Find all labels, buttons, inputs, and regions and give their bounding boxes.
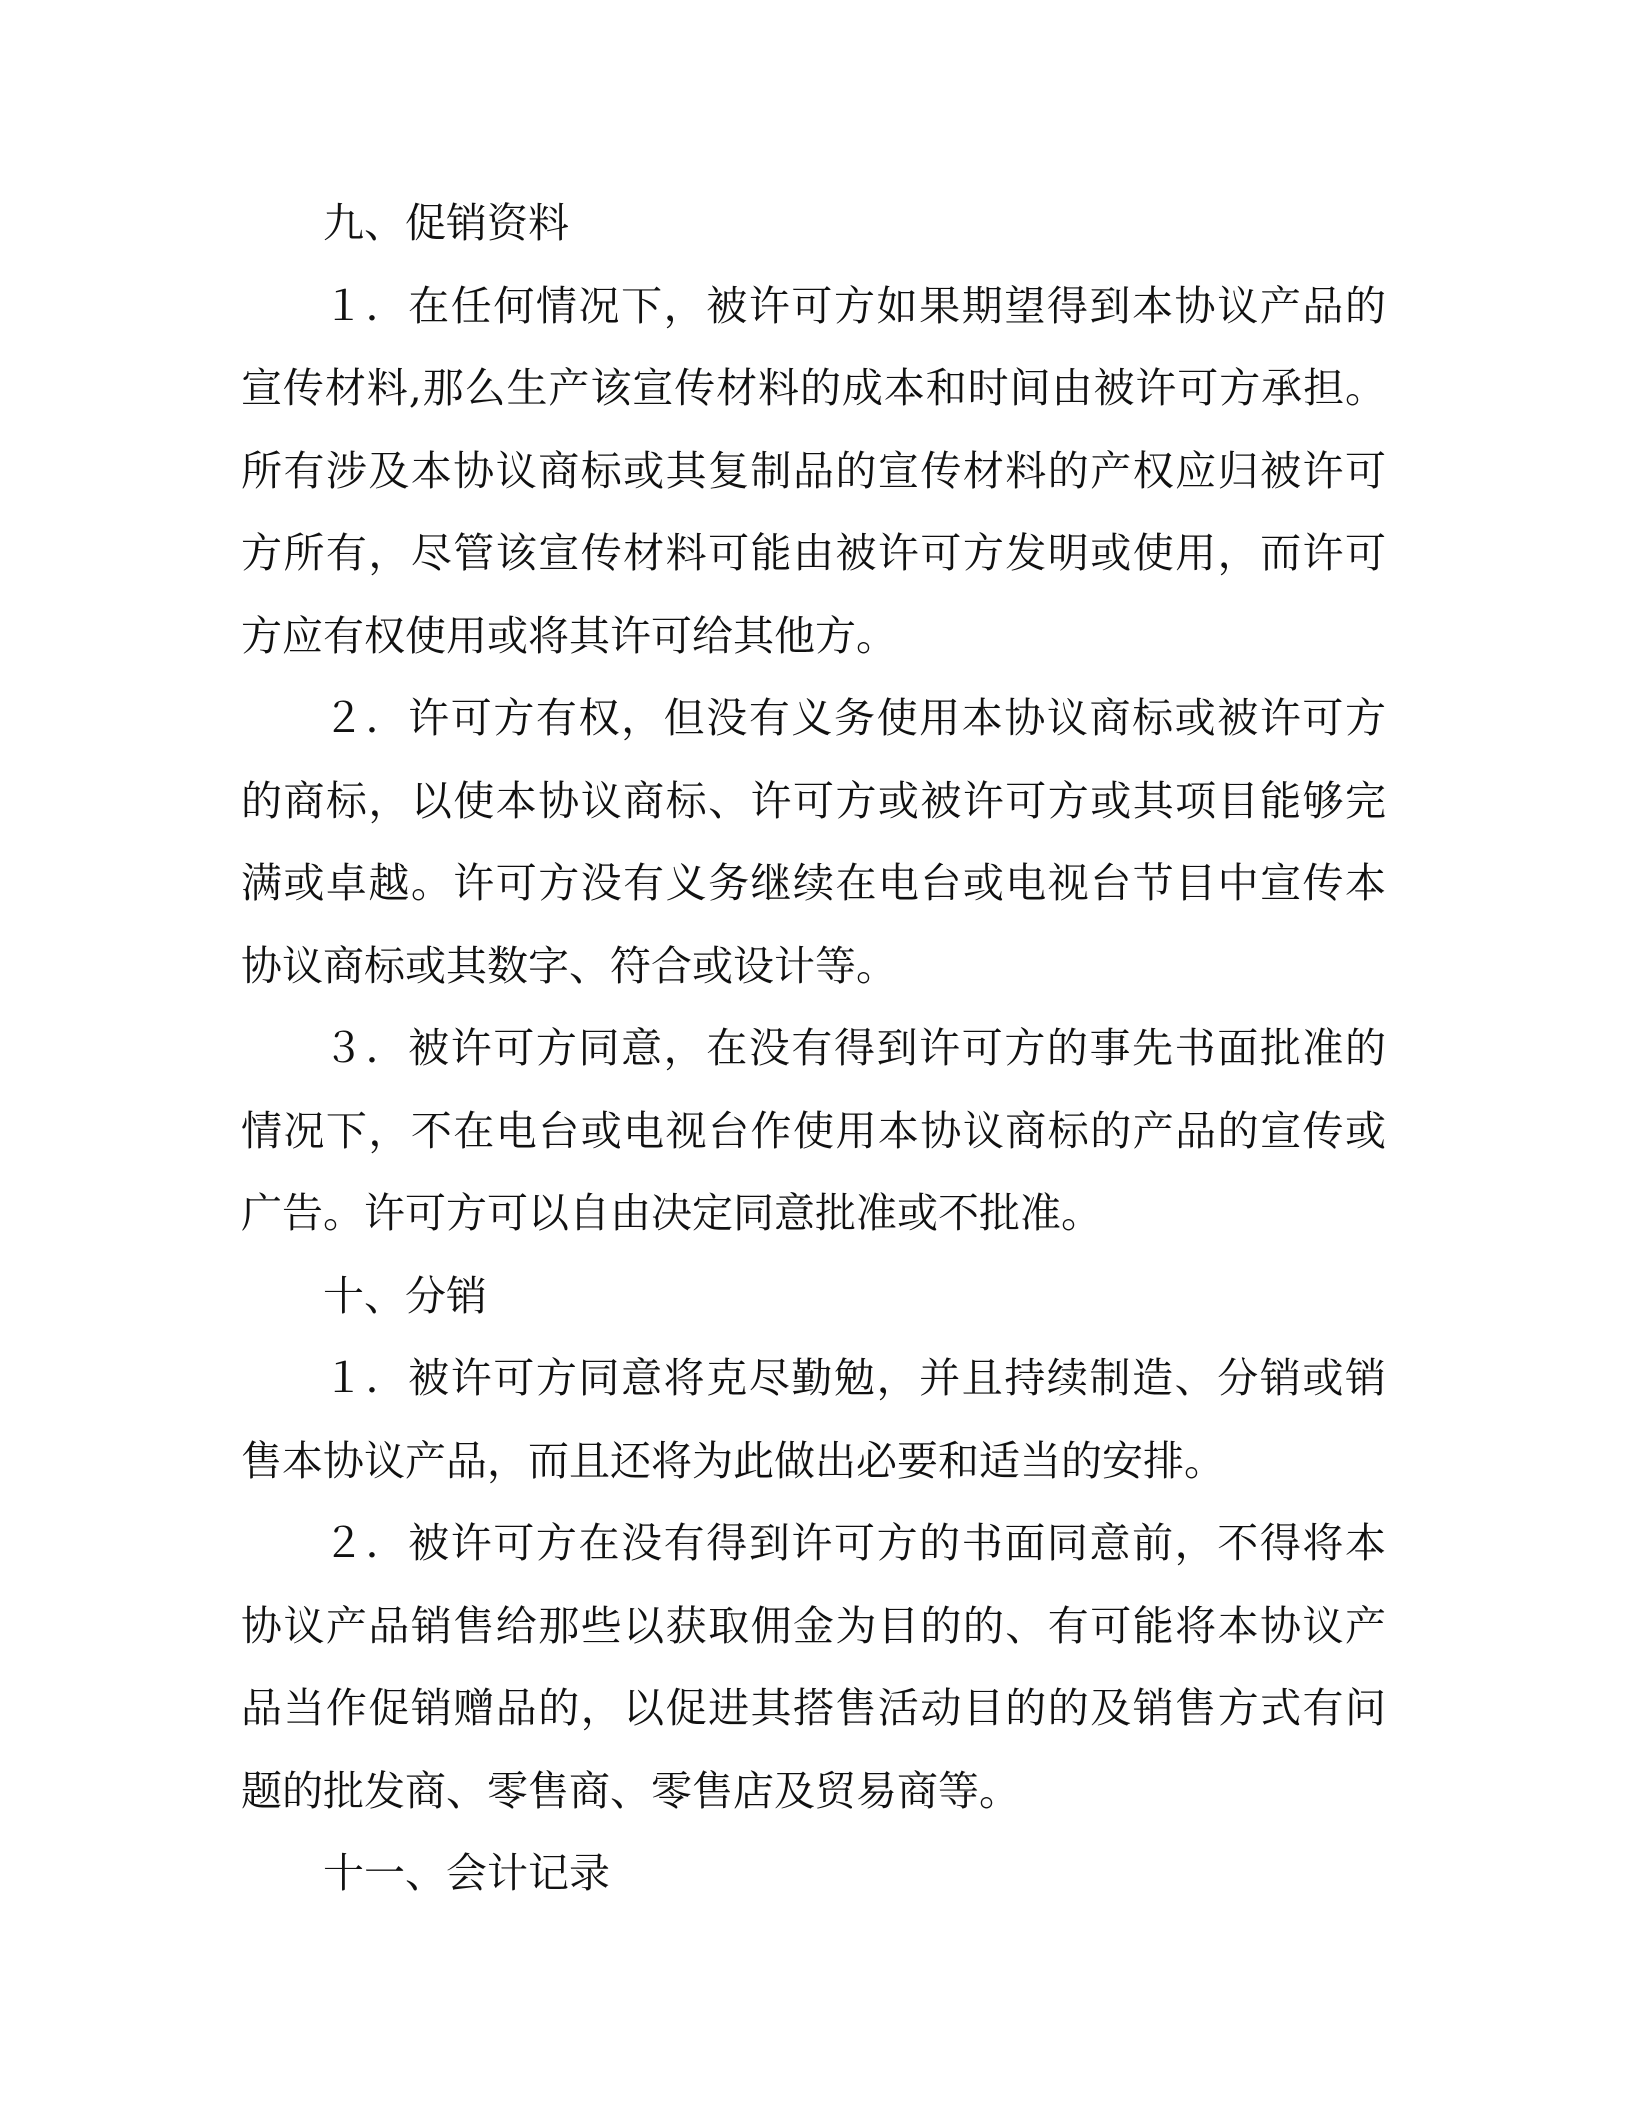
paragraph: ２．许可方有权，但没有义务使用本协议商标或被许可方的商标，以使本协议商标、许可方或被许可方或其项目能够完满或卓越。许可方没有义务继续在电台或电视台节目中宣传本协议商标或其数字、符合或设计等。 xyxy=(241,694,1386,990)
paragraph: １．在任何情况下，被许可方如果期望得到本协议产品的宣传材料,那么生产该宣传材料的成本和时间由被许可方承担。所有涉及本协议商标或其复制品的宣传材料的产权应归被许可方所有，尽管该宣传材料可能由被许可方发明或使用，而许可方应有权使用或将其许可给其他方。 xyxy=(241,281,1386,660)
section-heading: 九、促销资料 xyxy=(323,199,569,247)
section-heading: 十、分销 xyxy=(323,1271,487,1320)
section-heading: 十一、会计记录 xyxy=(323,1849,610,1897)
paragraph: ２．被许可方在没有得到许可方的书面同意前，不得将本协议产品销售给那些以获取佣金为目的的、有可能将本协议产品当作促销赠品的，以促进其搭售活动目的的及销售方式有问题的批发商、零售商、零售店及贸易商等。 xyxy=(241,1519,1386,1815)
paragraph: １．被许可方同意将克尽勤勉，并且持续制造、分销或销售本协议产品，而且还将为此做出必要和适当的安排。 xyxy=(241,1354,1386,1485)
document-page xyxy=(241,182,1386,1915)
paragraph: ３．被许可方同意，在没有得到许可方的事先书面批准的情况下，不在电台或电视台作使用本协议商标的产品的宣传或广告。许可方可以自由决定同意批准或不批准。 xyxy=(241,1024,1386,1237)
